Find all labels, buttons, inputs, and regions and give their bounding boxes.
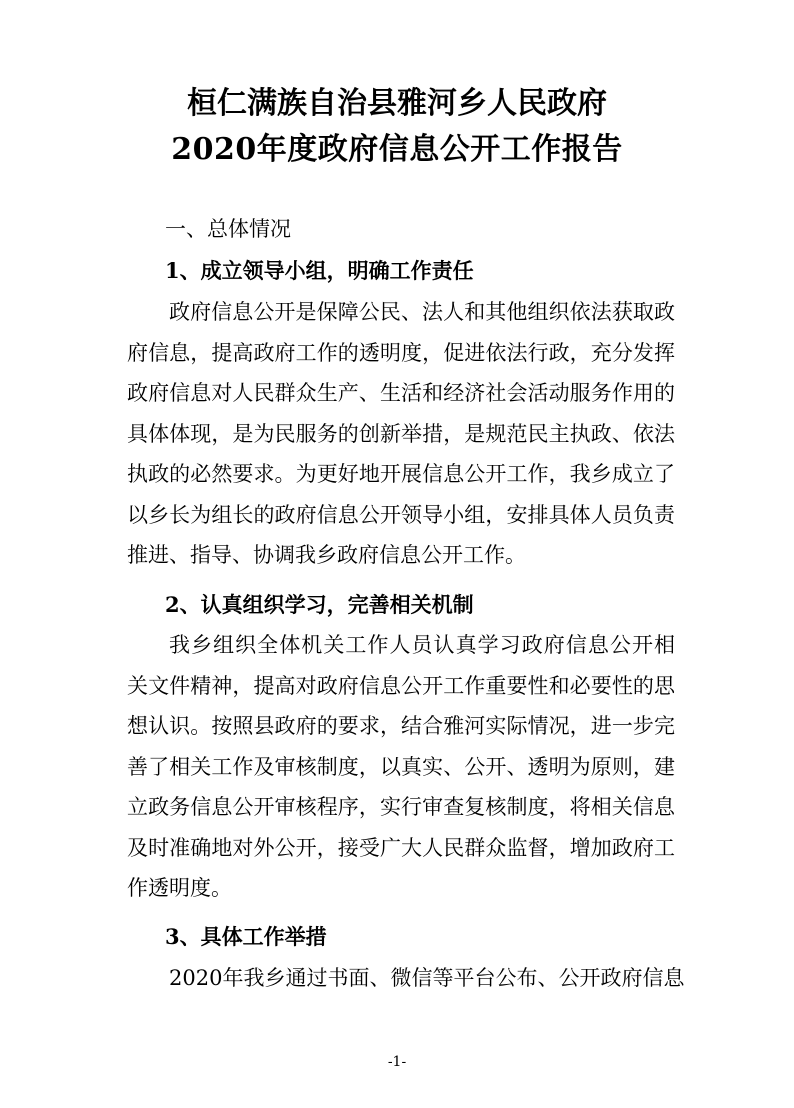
paragraph-3 <box>127 958 685 999</box>
paragraph-1-line: 府信息，提高政府工作的透明度，促进依法行政，充分发挥 <box>127 340 675 365</box>
paragraph-2-line: 立政务信息公开审核程序，实行审查复核制度，将相关信息 <box>127 795 675 819</box>
subsection-heading-1: 1、成立领导小组，明确工作责任 <box>165 258 474 283</box>
paragraph-2-line: 善了相关工作及审核制度，以真实、公开、透明为原则，建 <box>127 754 675 779</box>
paragraph-2-line: 我乡组织全体机关工作人员认真学习政府信息公开相 <box>169 633 675 657</box>
paragraph-1-line: 政府信息公开是保障公民、法人和其他组织依法获取政 <box>169 300 675 324</box>
paragraph-1-line: 执政的必然要求。为更好地开展信息公开工作，我乡成立了 <box>127 462 675 486</box>
document-title-line2 <box>0 130 794 170</box>
paragraph-3-line: 2020年我乡通过书面、微信等平台公布、公开政府信息 <box>169 966 685 990</box>
paragraph-2-line: 关文件精神，提高对政府信息公开工作重要性和必要性的思 <box>127 673 675 698</box>
paragraph-2-line: 想认识。按照县政府的要求，结合雅河实际情况，进一步完 <box>127 714 675 738</box>
paragraph-1-line: 推进、指导、协调我乡政府信息公开工作。 <box>127 543 526 567</box>
document-title-line1: 桓仁满族自治县雅河乡人民政府 <box>187 86 607 121</box>
paragraph-1-line: 以乡长为组长的政府信息公开领导小组，安排具体人员负责 <box>127 502 675 527</box>
subsection-heading-2: 2、认真组织学习，完善相关机制 <box>165 592 474 617</box>
paragraph-2-line: 作透明度。 <box>127 876 232 900</box>
page-number: -1- <box>387 1054 407 1070</box>
paragraph-2 <box>127 625 675 909</box>
paragraph-1 <box>127 292 675 576</box>
subsection-heading-3: 3、具体工作举措 <box>165 924 327 949</box>
section-heading-overview: 一、总体情况 <box>165 217 291 241</box>
paragraph-1-line: 政府信息对人民群众生产、生活和经济社会活动服务作用的 <box>127 381 675 405</box>
document-title-line2-text: 2020年度政府信息公开工作报告 <box>171 132 623 167</box>
paragraph-2-line: 及时准确地对外公开，接受广大人民群众监督，增加政府工 <box>127 835 675 860</box>
paragraph-1-line: 具体体现，是为民服务的创新举措，是规范民主执政、依法 <box>127 421 675 446</box>
